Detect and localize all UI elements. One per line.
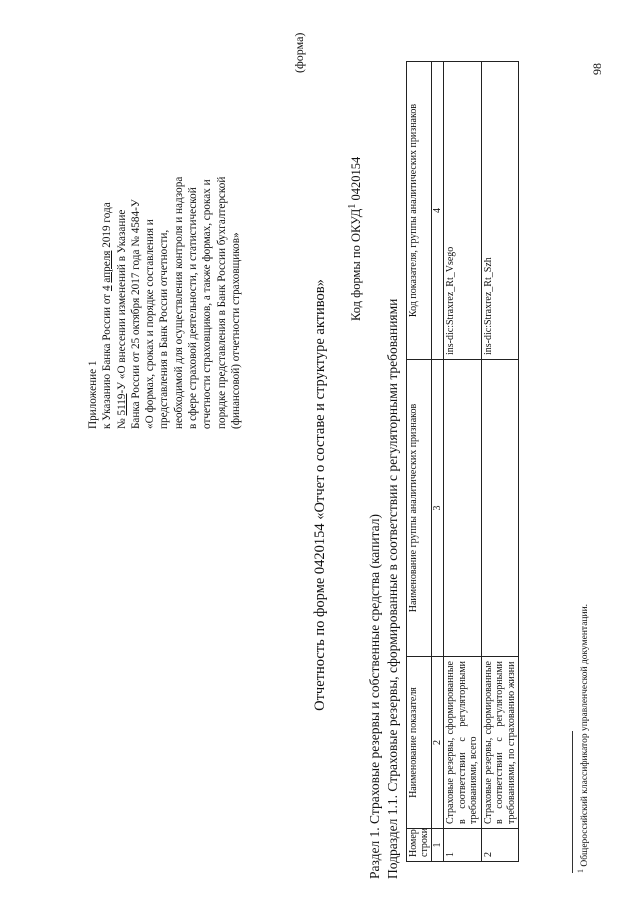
column-number: 1 <box>432 829 444 862</box>
appendix-line: порядке представления в Банк России бухгалтерской <box>215 176 228 429</box>
header-indicator-name: Наименование показателя <box>407 657 432 829</box>
appendix-line: отчетности страховщиков, а также формах, сроках и <box>201 179 214 429</box>
footnote-mark: 1 <box>347 203 358 209</box>
appendix-line: «О формах, сроках и порядке составления и <box>144 219 157 429</box>
indicator-code: ins-dic:Straxrez_Rt_Vsego <box>444 62 482 360</box>
appendix-line-number: № 5119-У «О внесении изменений в Указание <box>115 209 128 429</box>
appendix-day: 4 <box>101 285 114 292</box>
indicator-name: Страховые резервы, сформированные в соответствии с регуляторными требованиями, по страхованию жизни <box>481 657 519 829</box>
okud-code: 0420154 <box>349 156 364 204</box>
footnote-text: Общероссийский классификатор управленческой документации. <box>580 603 591 870</box>
forma-label: (форма) <box>292 32 306 73</box>
footnote-divider <box>572 731 573 873</box>
group-name <box>481 360 519 657</box>
indicator-code: ins-dic:Straxrez_Rt_Szh <box>481 62 519 360</box>
table-row <box>481 62 519 862</box>
appendix-number: 5119 <box>115 393 128 416</box>
section-title: Раздел 1. Страховые резервы и собственные средства (капитал) <box>367 514 382 879</box>
page-number: 98 <box>590 63 604 75</box>
table-row <box>444 62 482 862</box>
header-row-number: Номер строки <box>407 829 432 862</box>
footnote <box>576 604 590 873</box>
column-number: 2 <box>432 657 444 829</box>
requirements-table <box>406 61 519 862</box>
appendix-line: (финансовой) отчетности страховщиков» <box>229 232 242 429</box>
appendix-block <box>86 41 243 429</box>
appendix-line: необходимой для осуществления контроля и надзора <box>172 176 185 429</box>
table-column-numbers-row <box>432 62 444 862</box>
header-code: Код показателя, группы аналитических признаков <box>407 62 432 360</box>
table-header-row <box>407 62 432 862</box>
indicator-name: Страховые резервы, сформированные в соответствии с регуляторными требованиями, всего <box>444 657 482 829</box>
header-group-name: Наименование группы аналитических признаков <box>407 360 432 657</box>
row-number: 2 <box>481 829 519 862</box>
column-number: 3 <box>432 360 444 657</box>
appendix-line: представления в Банк России отчетности, <box>158 229 171 429</box>
appendix-title: Приложение 1 <box>87 360 99 429</box>
footnote-number: 1 <box>576 869 585 873</box>
subsection-title: Подраздел 1.1. Страховые резервы, сформированные в соответствии с регуляторными требованиями <box>385 298 400 879</box>
appendix-line-date: к Указанию Банка России от 4 апреля 2019 года <box>101 202 114 429</box>
group-name <box>444 360 482 657</box>
appendix-line: в сфере страховой деятельности, и статистической <box>187 187 200 429</box>
appendix-line: Банка России от 25 октября 2017 года № 4584-У <box>129 199 142 429</box>
okud-code-line: Код формы по ОКУД$^1$ 0420154 <box>347 156 364 321</box>
row-number: 1 <box>444 829 482 862</box>
report-title: Отчетность по форме 0420154 «Отчет о составе и структуре активов» <box>312 279 328 711</box>
appendix-month: апреля <box>101 250 114 283</box>
column-number: 4 <box>432 62 444 360</box>
